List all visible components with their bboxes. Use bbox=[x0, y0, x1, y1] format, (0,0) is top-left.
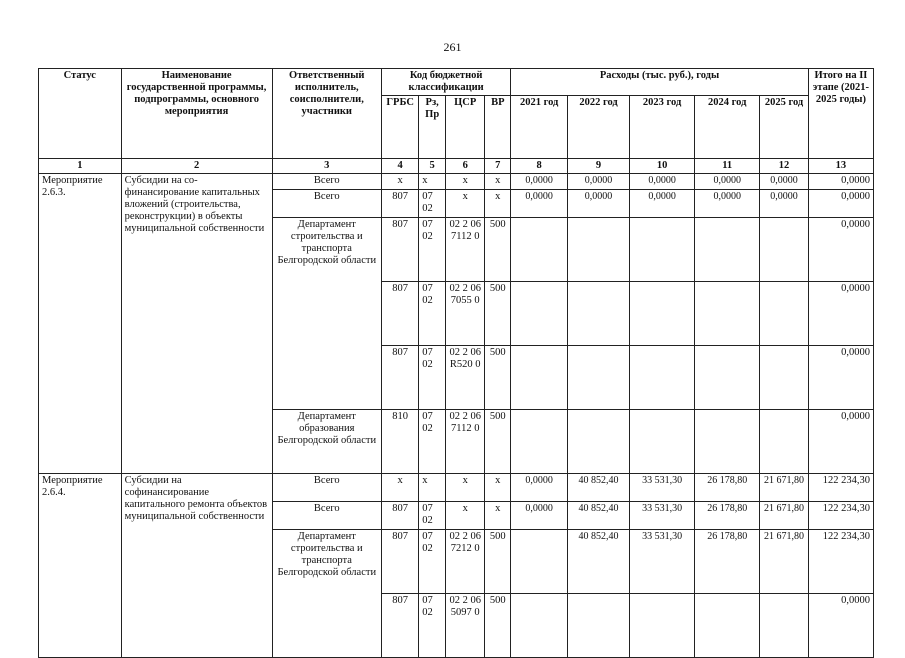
grbs-cell: х bbox=[382, 174, 419, 190]
y2023-cell: 33 531,30 bbox=[630, 502, 695, 530]
column-number: 5 bbox=[419, 159, 446, 174]
y2024-cell: 26 178,80 bbox=[695, 474, 760, 502]
y2021-cell bbox=[511, 594, 568, 658]
column-number-row bbox=[39, 159, 874, 174]
rz-pr-cell: 07 02 bbox=[419, 410, 446, 474]
header-total: Итого на II этапе (2021-2025 годы) bbox=[808, 69, 873, 159]
y2022-cell: 40 852,40 bbox=[568, 502, 630, 530]
header-y2022: 2022 год bbox=[568, 96, 630, 159]
vr-cell: 500 bbox=[485, 218, 511, 282]
csr-cell: 02 2 06 R520 0 bbox=[446, 346, 485, 410]
grbs-cell: 807 bbox=[382, 594, 419, 658]
csr-cell: 02 2 06 5097 0 bbox=[446, 594, 485, 658]
column-number: 11 bbox=[695, 159, 760, 174]
column-number: 6 bbox=[446, 159, 485, 174]
measure-status: Мероприятие 2.6.3. bbox=[39, 174, 122, 474]
vr-cell: 500 bbox=[485, 410, 511, 474]
rz-pr-cell: 07 02 bbox=[419, 282, 446, 346]
column-number: 8 bbox=[511, 159, 568, 174]
y2023-cell bbox=[630, 594, 695, 658]
rz-pr-cell: х bbox=[419, 174, 446, 190]
measure-name: Субсидии на со-финансирование капитальных вложений (строительства, реконструкции) в объекты муниципальной собственности bbox=[121, 174, 272, 474]
y2025-cell: 21 671,80 bbox=[760, 502, 809, 530]
csr-cell: 02 2 06 7055 0 bbox=[446, 282, 485, 346]
grbs-cell: х bbox=[382, 474, 419, 502]
y2025-cell: 0,0000 bbox=[760, 190, 809, 218]
y2024-cell: 26 178,80 bbox=[695, 530, 760, 594]
measure-name: Субсидии на софинансирование капитального ремонта объектов муниципальной собственности bbox=[121, 474, 272, 658]
csr-cell: х bbox=[446, 502, 485, 530]
vr-cell: 500 bbox=[485, 282, 511, 346]
vr-cell: х bbox=[485, 474, 511, 502]
header-vr: ВР bbox=[485, 96, 511, 159]
csr-cell: х bbox=[446, 190, 485, 218]
csr-cell: х bbox=[446, 174, 485, 190]
header-y2024: 2024 год bbox=[695, 96, 760, 159]
column-number: 7 bbox=[485, 159, 511, 174]
y2022-cell bbox=[568, 410, 630, 474]
csr-cell: 02 2 06 7112 0 bbox=[446, 410, 485, 474]
column-number: 13 bbox=[808, 159, 873, 174]
grbs-cell: 807 bbox=[382, 530, 419, 594]
y2024-cell bbox=[695, 410, 760, 474]
y2022-cell: 40 852,40 bbox=[568, 530, 630, 594]
header-csr: ЦСР bbox=[446, 96, 485, 159]
y2025-cell: 21 671,80 bbox=[760, 474, 809, 502]
column-number: 10 bbox=[630, 159, 695, 174]
grbs-cell: 807 bbox=[382, 346, 419, 410]
header-program-name: Наименование государственной программы, подпрограммы, основного мероприятия bbox=[121, 69, 272, 159]
y2024-cell bbox=[695, 218, 760, 282]
total-cell: 0,0000 bbox=[808, 174, 873, 190]
y2025-cell bbox=[760, 594, 809, 658]
y2024-cell bbox=[695, 346, 760, 410]
participant-cell: Всего bbox=[272, 174, 382, 190]
y2023-cell bbox=[630, 218, 695, 282]
y2022-cell bbox=[568, 218, 630, 282]
budget-table bbox=[38, 68, 874, 658]
y2022-cell bbox=[568, 282, 630, 346]
y2021-cell: 0,0000 bbox=[511, 502, 568, 530]
total-cell: 0,0000 bbox=[808, 282, 873, 346]
header-row-top bbox=[39, 69, 874, 96]
y2022-cell bbox=[568, 346, 630, 410]
grbs-cell: 807 bbox=[382, 502, 419, 530]
header-status: Статус bbox=[39, 69, 122, 159]
y2023-cell bbox=[630, 346, 695, 410]
rz-pr-cell: 07 02 bbox=[419, 190, 446, 218]
y2022-cell: 40 852,40 bbox=[568, 474, 630, 502]
table-row bbox=[39, 174, 874, 190]
y2023-cell: 33 531,30 bbox=[630, 530, 695, 594]
column-number: 2 bbox=[121, 159, 272, 174]
rz-pr-cell: х bbox=[419, 474, 446, 502]
header-expenses: Расходы (тыс. руб.), годы bbox=[511, 69, 809, 96]
header-y2025: 2025 год bbox=[760, 96, 809, 159]
y2025-cell bbox=[760, 282, 809, 346]
y2022-cell bbox=[568, 594, 630, 658]
grbs-cell: 807 bbox=[382, 218, 419, 282]
y2022-cell: 0,0000 bbox=[568, 174, 630, 190]
y2023-cell bbox=[630, 282, 695, 346]
grbs-cell: 807 bbox=[382, 190, 419, 218]
y2023-cell: 0,0000 bbox=[630, 174, 695, 190]
y2024-cell: 26 178,80 bbox=[695, 502, 760, 530]
column-number: 9 bbox=[568, 159, 630, 174]
total-cell: 122 234,30 bbox=[808, 474, 873, 502]
rz-pr-cell: 07 02 bbox=[419, 218, 446, 282]
y2025-cell: 0,0000 bbox=[760, 174, 809, 190]
participant-cell: Департамент строительства и транспорта Белгородской области bbox=[272, 530, 382, 658]
table-row bbox=[39, 474, 874, 502]
y2021-cell bbox=[511, 410, 568, 474]
total-cell: 0,0000 bbox=[808, 594, 873, 658]
grbs-cell: 810 bbox=[382, 410, 419, 474]
y2025-cell bbox=[760, 346, 809, 410]
page-number: 261 bbox=[443, 40, 462, 54]
total-cell: 0,0000 bbox=[808, 218, 873, 282]
y2023-cell bbox=[630, 410, 695, 474]
rz-pr-cell: 07 02 bbox=[419, 346, 446, 410]
csr-cell: х bbox=[446, 474, 485, 502]
vr-cell: 500 bbox=[485, 530, 511, 594]
participant-cell: Всего bbox=[272, 502, 382, 530]
y2024-cell bbox=[695, 282, 760, 346]
column-number: 12 bbox=[760, 159, 809, 174]
y2021-cell bbox=[511, 346, 568, 410]
header-y2023: 2023 год bbox=[630, 96, 695, 159]
vr-cell: х bbox=[485, 502, 511, 530]
y2025-cell bbox=[760, 410, 809, 474]
total-cell: 0,0000 bbox=[808, 410, 873, 474]
participant-cell: Департамент строительства и транспорта Белгородской области bbox=[272, 218, 382, 410]
vr-cell: 500 bbox=[485, 594, 511, 658]
y2024-cell bbox=[695, 594, 760, 658]
y2021-cell bbox=[511, 530, 568, 594]
participant-cell: Департамент образования Белгородской области bbox=[272, 410, 382, 474]
csr-cell: 02 2 06 7112 0 bbox=[446, 218, 485, 282]
y2021-cell: 0,0000 bbox=[511, 474, 568, 502]
grbs-cell: 807 bbox=[382, 282, 419, 346]
column-number: 4 bbox=[382, 159, 419, 174]
y2025-cell: 21 671,80 bbox=[760, 530, 809, 594]
total-cell: 122 234,30 bbox=[808, 530, 873, 594]
participant-cell: Всего bbox=[272, 474, 382, 502]
participant-cell: Всего bbox=[272, 190, 382, 218]
rz-pr-cell: 07 02 bbox=[419, 530, 446, 594]
measure-status: Мероприятие 2.6.4. bbox=[39, 474, 122, 658]
y2021-cell: 0,0000 bbox=[511, 190, 568, 218]
vr-cell: х bbox=[485, 174, 511, 190]
y2024-cell: 0,0000 bbox=[695, 190, 760, 218]
header-grbs: ГРБС bbox=[382, 96, 419, 159]
y2021-cell: 0,0000 bbox=[511, 174, 568, 190]
y2023-cell: 33 531,30 bbox=[630, 474, 695, 502]
column-number: 3 bbox=[272, 159, 382, 174]
y2024-cell: 0,0000 bbox=[695, 174, 760, 190]
total-cell: 122 234,30 bbox=[808, 502, 873, 530]
vr-cell: х bbox=[485, 190, 511, 218]
total-cell: 0,0000 bbox=[808, 346, 873, 410]
column-number: 1 bbox=[39, 159, 122, 174]
y2022-cell: 0,0000 bbox=[568, 190, 630, 218]
y2021-cell bbox=[511, 282, 568, 346]
header-y2021: 2021 год bbox=[511, 96, 568, 159]
header-responsible: Ответственный исполнитель, соисполнители, участники bbox=[272, 69, 382, 159]
header-rz-pr: Рз, Пр bbox=[419, 96, 446, 159]
y2023-cell: 0,0000 bbox=[630, 190, 695, 218]
vr-cell: 500 bbox=[485, 346, 511, 410]
y2025-cell bbox=[760, 218, 809, 282]
y2021-cell bbox=[511, 218, 568, 282]
rz-pr-cell: 07 02 bbox=[419, 502, 446, 530]
header-budget-code: Код бюджетной классификации bbox=[382, 69, 511, 96]
rz-pr-cell: 07 02 bbox=[419, 594, 446, 658]
total-cell: 0,0000 bbox=[808, 190, 873, 218]
csr-cell: 02 2 06 7212 0 bbox=[446, 530, 485, 594]
